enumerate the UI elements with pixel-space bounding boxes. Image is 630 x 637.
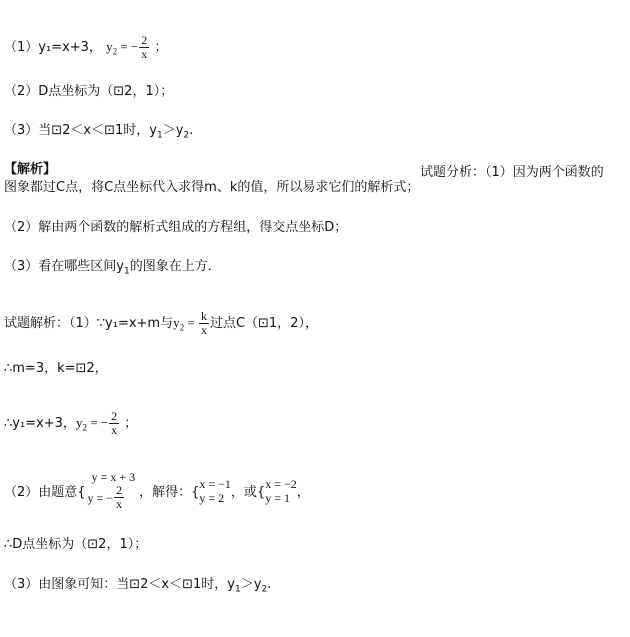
- analysis-line-3: （2）解由两个函数的解析式组成的方程组，得交点坐标D；: [4, 220, 348, 235]
- y2-lhs: $y_2$ =: [75, 415, 101, 433]
- answer-line-1: [4, 34, 167, 61]
- minus-sign: −: [130, 39, 139, 54]
- fraction: $\frac{2}{x}$: [111, 409, 118, 437]
- fraction: $\frac{2}{x}$: [141, 33, 148, 61]
- y2-lhs: $y_2$ =: [173, 315, 198, 333]
- analysis-tag: 【解析】: [4, 162, 57, 177]
- analysis-line-4: （3）看在哪些区间$y_1$的图象在上方．: [4, 259, 221, 277]
- solution-system-2: x = −2 y = 1: [265, 476, 297, 505]
- solution-line-4: （2）由题意{ y = x + 3 y = − $\frac{2}{x}$ ，解得：{ x = −1 y = 2 ，或{ x = −2 y = 1 ，: [4, 470, 310, 511]
- solution-line-5: ∴D点坐标为（⊡2，1）；: [4, 537, 148, 552]
- answer-line-2: （2）D点坐标为（⊡2，1）；: [4, 84, 174, 99]
- solution-line-3: ∴y₁=x+3，$y_2$ = − $\frac{2}{x}$ ；: [4, 409, 138, 437]
- solution-system-1: x = −1 y = 2: [199, 476, 231, 505]
- system-open: （2）由题意{: [4, 485, 86, 500]
- y2-lhs: $y_2$ =: [106, 39, 131, 57]
- fraction: $\frac{2}{x}$: [116, 483, 123, 511]
- answer-line-3: （3）当⊡2＜x＜⊡1时，$y_1>y_2$.: [4, 123, 194, 141]
- solution-line-1: 试题解析：（1）∵y₁=x+m与$y_2$ = $\frac{k}{x}$ 过点C（⊡1，2），: [4, 309, 318, 337]
- analysis-line-2: 图象都过C点，将C点坐标代入求得m、k的值，所以易求它们的解析式；: [4, 180, 420, 195]
- part-label: （1）: [4, 40, 39, 55]
- y1-expression: y₁=x+3，: [38, 40, 102, 55]
- solution-line-2: ∴m=3，k=⊡2，: [4, 361, 108, 376]
- semicolon: ；: [150, 40, 168, 55]
- analysis-intro: 试题分析：（1）因为两个函数的: [420, 165, 604, 180]
- solution-line-6: （3）由图象可知：当⊡2＜x＜⊡1时，$y_1>y_2$.: [4, 577, 272, 595]
- equation-system: y = x + 3 y = − $\frac{2}{x}$: [87, 470, 136, 511]
- fraction: $\frac{k}{x}$: [200, 309, 207, 337]
